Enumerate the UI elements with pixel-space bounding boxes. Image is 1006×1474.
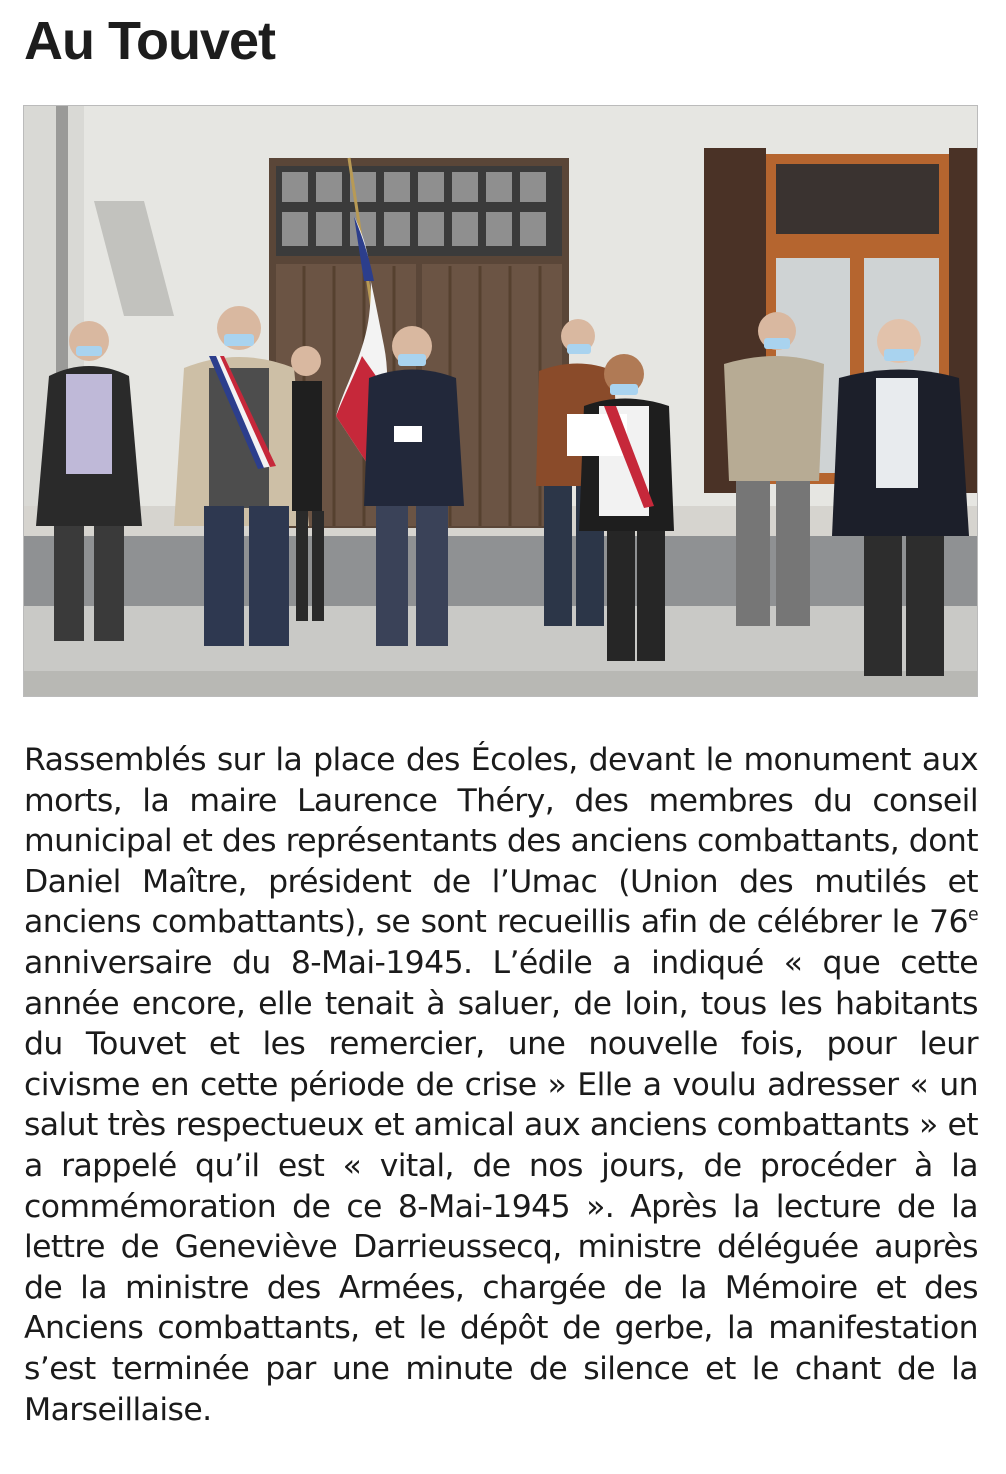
ceremony-photo	[23, 105, 978, 697]
headline: Au Touvet	[24, 11, 275, 71]
article-text-part1: Rassemblés sur la place des Écoles, devant le monument aux morts, la maire Laurence Théry, des membres du conseil municipal et des représentants des anciens combattants, dont Daniel Maître, président de l’Umac (Union des mutilés et anciens combattants), se sont recueillis afin de célébrer le 76	[24, 742, 978, 941]
article-body	[24, 740, 978, 1430]
ordinal-superscript: e	[967, 905, 978, 926]
article-text-part2: anniversaire du 8-Mai-1945. L’édile a indiqué « que cette année encore, elle tenait à saluer, de loin, tous les habitants du Touvet et les remercier, une nouvelle fois, pour leur civisme en cette période de crise » Elle a voulu adresser « un salut très respectueux et amical aux anciens combattants » et a rappelé qu’il est « vital, de nos jours, de procéder à la commémoration de ce 8-Mai-1945 ». Après la lecture de la lettre de Geneviève Darrieussecq, ministre déléguée auprès de la ministre des Armées, chargée de la Mémoire et des Anciens combattants, et le dépôt de gerbe, la manifestation s’est terminée par une minute de silence et le chant de la Marseillaise.	[24, 944, 978, 1428]
ceremony-photo-illustration	[24, 106, 978, 697]
